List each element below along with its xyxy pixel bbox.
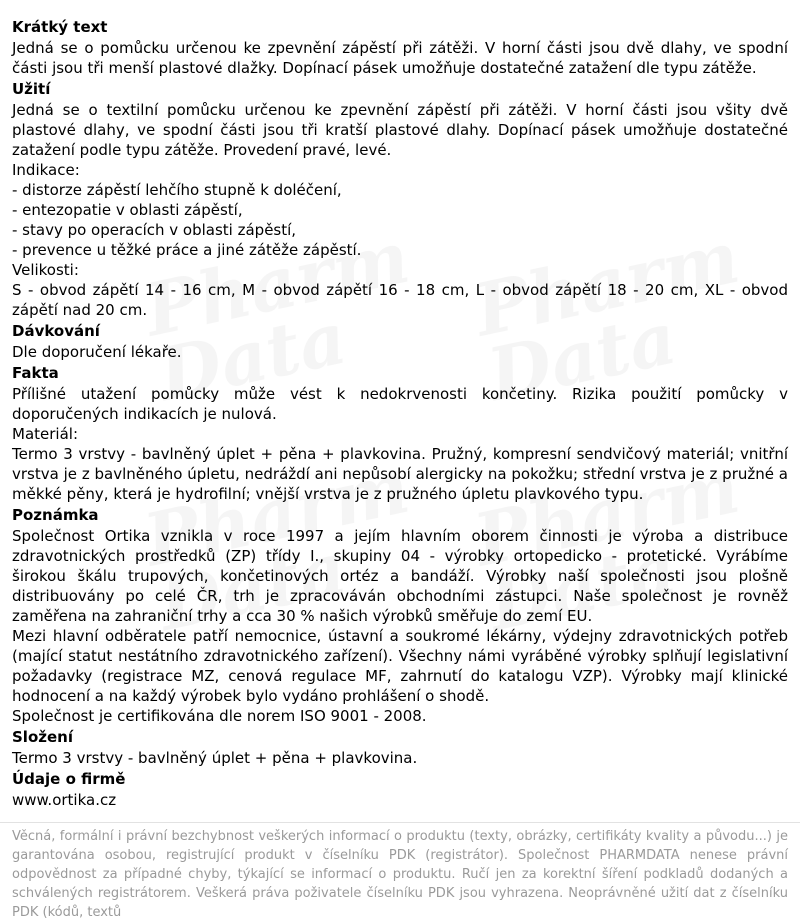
section-heading: Krátký text [12, 18, 108, 36]
section-text: Společnost Ortika vznikla v roce 1997 a jejím hlavním oborem činnosti je výroba a distribuce zdravotnických prostředků (ZP) třídy I., skupiny 04 - výrobky ortopedicko - protetické. Vyrábíme širokou škálu trupových, končetinových ortéz a bandáží. Výrobky naší společnosti jsou plošně distribuovány po celé ČR, trh je zpracováván obchodními zástupci. Naše společnost je rovněž zaměřena na zahraniční trhy a cca 30 % našich výrobků směřuje do zemí EU. [12, 527, 788, 625]
section-text: Dle doporučení lékaře. [12, 343, 182, 361]
indikace-item: - prevence u těžké práce a jiné zátěže zápěstí. [12, 241, 362, 259]
section-fakta [12, 362, 788, 504]
velikosti-text: S - obvod zápětí 14 - 16 cm, M - obvod zápětí 16 - 18 cm, L - obvod zápětí 18 - 20 cm, XL - obvod zápětí nad 20 cm. [12, 281, 788, 319]
indikace-label: Indikace: [12, 161, 80, 179]
section-uziti [12, 78, 788, 320]
material-label: Materiál: [12, 425, 78, 443]
section-text: Jedná se o textilní pomůcku určenou ke zpevnění zápěstí při zátěži. V horní části jsou všity dvě plastové dlahy, ve spodní části jsou tři kratší plastové dlahy. Dopínací pásek umožňuje dostatečné zatažení podle typu zátěže. Provedení pravé, levé. [12, 101, 788, 159]
product-info [12, 16, 788, 810]
section-kratky-text [12, 16, 788, 78]
legal-disclaimer [0, 822, 800, 920]
indikace-item: - distorze zápěstí lehčího stupně k doléčení, [12, 181, 342, 199]
section-heading: Údaje o firmě [12, 770, 126, 788]
velikosti-label: Velikosti: [12, 261, 79, 279]
disclaimer-text: Věcná, formální i právní bezchybnost veškerých informací o produktu (texty, obrázky, certifikáty kvality a původu...) je garantována osobou, registrující produkt v číselníku PDK (registrátor). Společnost PHARMDATA nenese právní odpovědnost za případné chyby, týkající se informací o produktu. Ručí jen za korektní šíření podkladů dodaných a schválených registrátorem. Veškerá práva poživatele číselníku PDK jsou vyhrazena. Neoprávněné užití dat z číselníku PDK (kódů, textů [12, 829, 788, 920]
section-text: Mezi hlavní odběratele patří nemocnice, ústavní a soukromé lékárny, výdejny zdravotnických potřeb (mající statut nestátního zdravotnického zařízení). Všechny námi vyráběné výrobky splňují legislativní požadavky (registrace MZ, cenová regulace MF, zahrnutí do katalogu VZP). Výrobky mají klinické hodnocení a na každý výrobek bylo vydáno prohlášení o shodě. [12, 627, 788, 705]
section-text: Přílišné utažení pomůcky může vést k nedokrvenosti končetiny. Rizika použití pomůcky v doporučených indikacích je nulová. [12, 385, 788, 423]
section-heading: Užití [12, 80, 51, 98]
section-heading: Fakta [12, 364, 59, 382]
section-udaje-o-firme [12, 768, 788, 810]
section-heading: Dávkování [12, 322, 100, 340]
section-poznamka [12, 504, 788, 726]
section-text: Termo 3 vrstvy - bavlněný úplet + pěna + plavkovina. [12, 749, 418, 767]
indikace-item: - stavy po operacích v oblasti zápěstí, [12, 221, 297, 239]
section-text: Jedná se o pomůcku určenou ke zpevnění zápěstí při zátěži. V horní části jsou dvě dlahy, ve spodní části jsou tři menší plastové dlažky. Dopínací pásek umožňuje dostatečné zatažení dle typu zátěže. [12, 39, 788, 77]
material-text: Termo 3 vrstvy - bavlněný úplet + pěna + plavkovina. Pružný, kompresní sendvičový materiál; vnitřní vrstva je z bavlněného úpletu, nedráždí ani nepůsobí alergicky na pokožku; střední vrstva je z pružné a měkké pěny, která je hydrofilní; vnější vrstva je z pružného úpletu plavkového typu. [12, 445, 788, 503]
company-website-link[interactable]: www.ortika.cz [12, 791, 117, 809]
section-davkovani [12, 320, 788, 362]
section-text: Společnost je certifikována dle norem ISO 9001 - 2008. [12, 707, 427, 725]
section-slozeni [12, 726, 788, 768]
section-heading: Poznámka [12, 506, 99, 524]
section-heading: Složení [12, 728, 73, 746]
indikace-item: - entezopatie v oblasti zápěstí, [12, 201, 243, 219]
